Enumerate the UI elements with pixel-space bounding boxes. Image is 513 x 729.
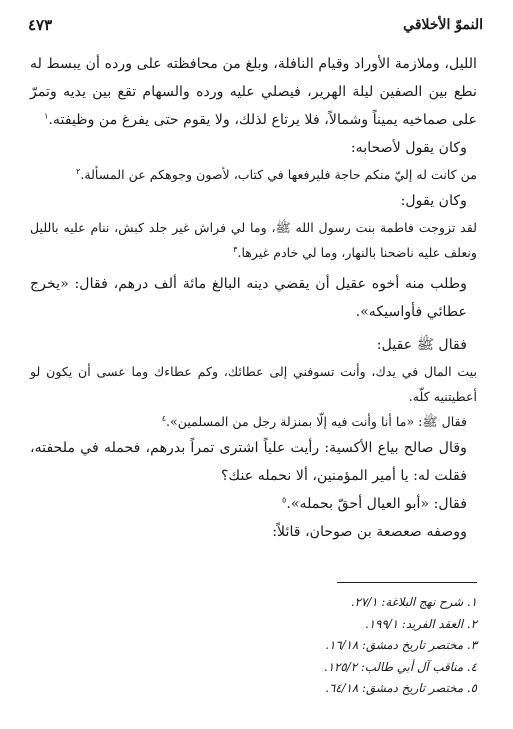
footnotes — [200, 592, 477, 700]
main-text — [30, 50, 477, 546]
paragraph-he-said: وكان يقول: — [400, 193, 467, 209]
paragraph-saleh-dates: وقال صالح بياع الأكسية: رأيت علياً اشترى تمراً بدرهم، فحمله في ملحفته، فقلت له: يا أمير المؤمنين، ألا نحمله عنك؟ — [30, 440, 467, 484]
footnote-item: ٤. مناقب آل أبي طالب: ١٢٥/٢. — [324, 659, 477, 674]
paragraph-aqil-request: وطلب منه أخوه عقيل أن يقضي دينه البالغ مائة ألف درهم، فقال: «يخرج عطائي فأواسيكه». — [30, 276, 467, 320]
quote-aqil-treasury: بيت المال في يدك، وأنت تسوفني إلى عطائك، وكم عطاءك وما عسى أن يكون لو أعطيتنيه كلّه. — [30, 364, 477, 404]
footnote-item: ٢. العقد الفريد: ١٩٩/١. — [365, 616, 477, 631]
footnote-ref: ٤ — [161, 413, 167, 423]
paragraph-night-prayer: الليل، وملازمة الأوراد وقيام النافلة، وبلغ من محافظته على ورده أن يبسط له نطع بين الصفين ليلة الهرير، فيصلي عليه ورده والسهام تقع بين يديه وتمرّ على صماخيه يميناً وشمالاً، فلا يرتاع لذلك، ولا يقوم حتى يفرغ من وظيفته.$^١$ — [30, 56, 477, 128]
page-header — [28, 10, 483, 40]
footnote-ref: ٥ — [282, 495, 287, 505]
footnote-item: ٥. مختصر تاريخ دمشق: ٦٤/١٨. — [325, 681, 477, 695]
footnote-item: ٣. مختصر تاريخ دمشق: ١٦/١٨. — [325, 638, 477, 652]
quote-like-any-muslim: فقال ﷺ: «ما أنا وأنت فيه إلّا بمنزلة رجل من المسلمين».$^٤$ — [161, 413, 467, 429]
quote-marriage-fatima: لقد تزوجت فاطمة بنت رسول الله ﷺ، وما لي فراش غير جلد كبش، ننام عليه بالليل ونعلف عليه ناضحنا بالنهار، وما لي خادم غيرها.$^٣$ — [30, 220, 477, 260]
quote-request-in-writing: من كانت له إليّ منكم حاجة فليرفعها في كتاب، لأصون وجوهكم عن المسألة.$^٢$ — [76, 166, 477, 182]
footnote-ref: ١ — [44, 111, 49, 121]
footnote-divider — [337, 582, 477, 583]
footnote-item: ١. شرح نهج البلاغة: ٢٧/١. — [350, 595, 477, 609]
running-title: النموّ الأخلاقي — [403, 17, 483, 33]
page-number: ٤٧٣ — [28, 16, 53, 34]
footnote-ref: ٢ — [76, 166, 81, 176]
paragraph-aqil-said: فقال ﷺ عقيل: — [376, 337, 467, 353]
paragraph-father-of-family: فقال: «أبو العيال أحقّ بحمله».$^٥$ — [282, 495, 467, 512]
paragraph-sasaa-description: ووصفه صعصعة بن صوحان، قائلاً: — [272, 524, 467, 540]
footnote-ref: ٣ — [233, 244, 238, 254]
paragraph-said-to-companions: وكان يقول لأصحابه: — [350, 140, 467, 156]
